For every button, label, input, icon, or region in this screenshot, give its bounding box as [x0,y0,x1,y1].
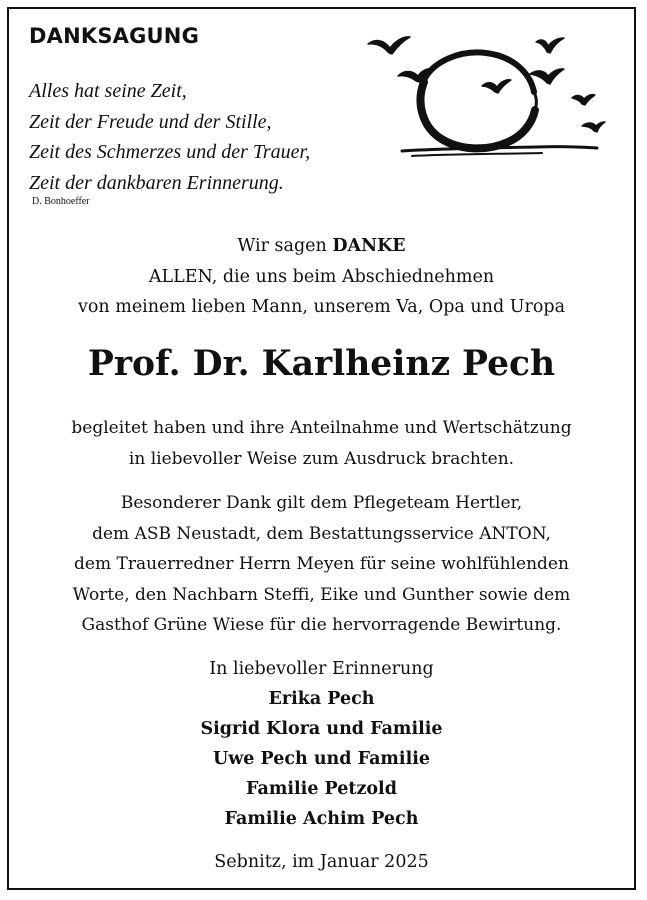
paragraph-line: Worte, den Nachbarn Steffi, Eike und Gunther sowie dem [72,584,571,605]
paragraph-line: dem Trauerredner Herrn Meyen für seine wohlfühlenden [74,554,569,574]
signature-name: Familie Petzold [246,779,397,799]
poem-author: D. Bonhoeffer [32,196,90,207]
poem-line: Zeit der dankbaren Erinnerung. [29,171,284,194]
poem [29,76,310,198]
paragraph-line: Besonderer Dank gilt dem Pflegeteam Hertler, [120,493,523,513]
deceased-name: Prof. Dr. Karlheinz Pech [87,344,556,384]
moon-and-birds-illustration [362,26,612,176]
paragraph-accompaniment [10,413,633,474]
signature-name: Uwe Pech und Familie [212,749,431,769]
signature-name: Erika Pech [268,689,375,709]
thanks-block [10,231,633,323]
thanks-prefix: Wir sagen [237,236,333,256]
paragraph-line: in liebevoller Weise zum Ausdruck brachten. [128,448,515,469]
poem-line: Zeit der Freude und der Stille, [29,110,272,133]
paragraph-special-thanks [10,488,633,641]
thanks-danke: DANKE [332,236,406,256]
poem-line: Zeit des Schmerzes und der Trauer, [29,141,311,163]
paragraph-line: dem ASB Neustadt, dem Bestattungsservice ANTON, [92,523,551,544]
notice-heading: DANKSAGUNG [29,24,200,48]
signature-intro: In liebevoller Erinnerung [209,659,434,679]
thanks-line-1 [10,231,633,262]
paragraph-line: begleitet haben und ihre Anteilnahme und Wertschätzung [71,418,572,438]
signature-block [10,654,633,834]
moon-circle-icon [402,52,597,156]
signature-name: Sigrid Klora und Familie [200,719,443,739]
thanks-line-2: ALLEN, die uns beim Abschiednehmen [148,266,495,287]
place-and-date: Sebnitz, im Januar 2025 [214,852,429,872]
poem-line: Alles hat seine Zeit, [29,80,187,102]
paragraph-line: Gasthof Grüne Wiese für die hervorragende Bewirtung. [81,615,562,635]
signature-name: Familie Achim Pech [224,809,419,829]
thanks-line-3: von meinem lieben Mann, unserem Va, Opa und Uropa [77,297,566,317]
